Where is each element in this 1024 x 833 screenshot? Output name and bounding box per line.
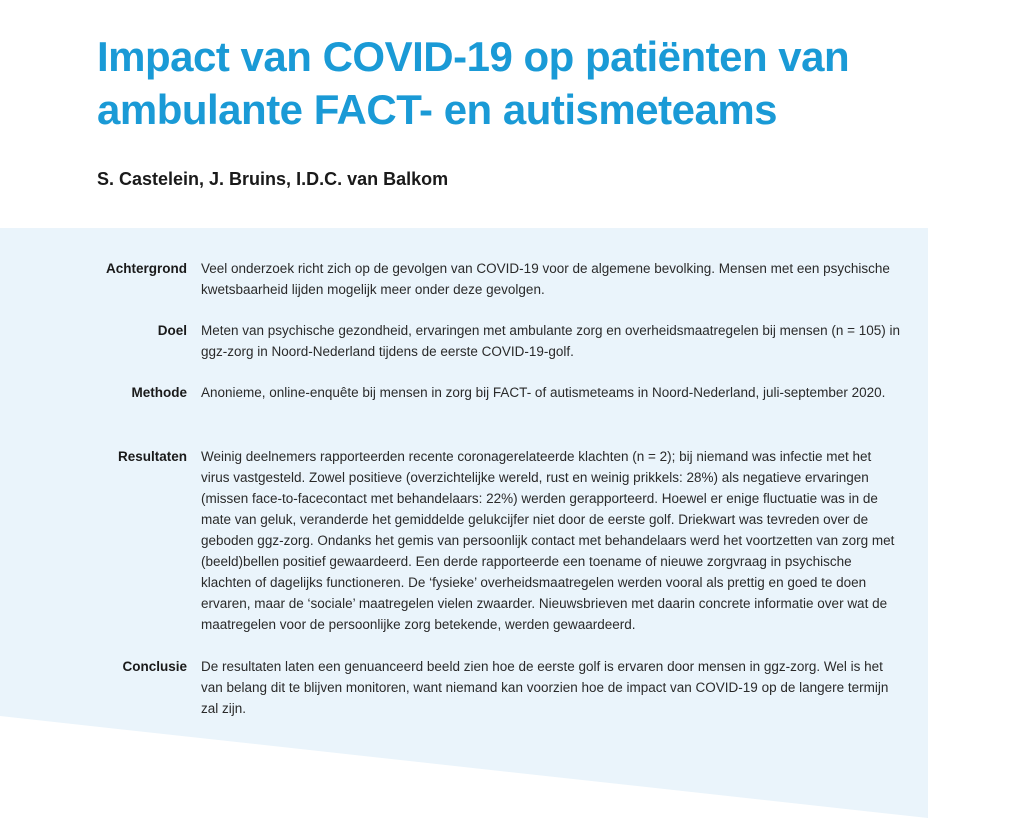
section-label: Resultaten <box>117 449 187 464</box>
abstract-section-conclusie <box>0 656 901 719</box>
section-label: Methode <box>131 385 187 400</box>
abstract-section-doel <box>0 320 901 362</box>
section-text: De resultaten laten een genuanceerd beeld zien hoe de eerste golf is ervaren door mensen in ggz-zorg. Wel is het van belang dit te blijven monitoren, want niemand kan voorzien hoe de impact van COVID-19 op de langere termijn zal zijn. <box>201 659 889 716</box>
section-label: Achtergrond <box>106 261 187 276</box>
abstract-section-resultaten <box>0 446 901 635</box>
section-text: Meten van psychische gezondheid, ervaringen met ambulante zorg en overheidsmaatregelen bij mensen (n = 105) in ggz-zorg in Noord-Nederland tijdens de eerste COVID-19-golf. <box>201 323 901 359</box>
abstract-section-achtergrond <box>0 258 901 300</box>
article-title: Impact van COVID-19 op patiënten van ambulante FACT- en autismeteams <box>97 33 850 133</box>
article-authors: S. Castelein, J. Bruins, I.D.C. van Balkom <box>97 169 449 189</box>
section-text: Anonieme, online-enquête bij mensen in zorg bij FACT- of autismeteams in Noord-Nederland, juli-september 2020. <box>201 385 886 400</box>
section-label: Doel <box>157 323 187 338</box>
section-text: Veel onderzoek richt zich op de gevolgen van COVID-19 voor de algemene bevolking. Mensen met een psychische kwetsbaarheid lijden mogelijk meer onder deze gevolgen. <box>201 261 890 297</box>
section-label: Conclusie <box>122 659 187 674</box>
abstract-section-methode <box>0 382 901 403</box>
section-text: Weinig deelnemers rapporteerden recente coronagerelateerde klachten (n = 2); bij niemand was infectie met het virus vastgesteld. Zowel positieve (overzichtelijke wereld, rust en weinig prikkels: 28%) als negatieve ervaringen (missen face-to-facecontact met behandelaars: 22%) werden gerapporteerd. Hoewel er enige fluctuatie was in de mate van geluk, veranderde het gemiddelde gelukcijfer niet door de eerste golf. Driekwart was tevreden over de geboden ggz-zorg. Ondanks het gemis van persoonlijk contact met behandelaars werd het voortzetten van zorg met (beeld)bellen positief gewaardeerd. Een derde rapporteerde een toename of nieuwe zorgvraag in psychische klachten of dagelijks functioneren. De ‘fysieke’ overheidsmaatregelen werden vooral als prettig en goed te doen ervaren, maar de ‘sociale’ maatregelen vielen zwaarder. Nieuwsbrieven met daarin concrete informatie over wat de maatregelen voor de persoonlijke zorg betekende, werden gewaardeerd. <box>201 449 895 632</box>
